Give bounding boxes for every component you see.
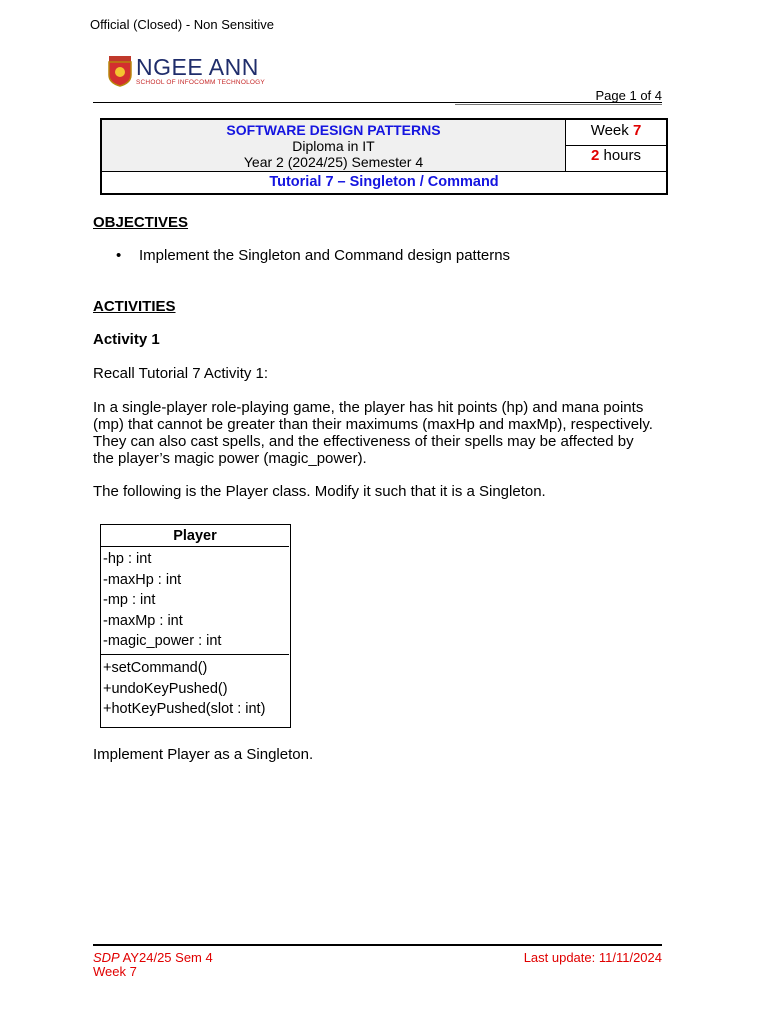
paragraph-line: In a single-player role-playing game, the player has hit points (hp) and mana points — [93, 399, 644, 416]
paragraph-line: the player’s magic power (magic_power). — [93, 450, 367, 467]
logo-subtitle: SCHOOL OF INFOCOMM TECHNOLOGY — [136, 79, 265, 86]
page-number: Page 1 of 4 — [595, 88, 662, 103]
uml-method: +setCommand() — [103, 660, 208, 676]
uml-attributes — [103, 549, 221, 652]
header-divider — [93, 102, 662, 103]
footer-week: Week 7 — [93, 964, 137, 979]
uml-method: +undoKeyPushed() — [103, 680, 228, 697]
classification-label: Official (Closed) - Non Sensitive — [90, 17, 274, 32]
uml-separator — [101, 654, 289, 655]
logo-name: NGEE ANN — [136, 54, 259, 80]
uml-attribute: -maxHp : int — [103, 571, 182, 588]
recall-text: Recall Tutorial 7 Activity 1: — [93, 365, 269, 382]
logo-text — [136, 55, 265, 87]
diploma-name: Diploma in IT — [292, 138, 375, 154]
uml-attribute: -hp : int — [103, 551, 152, 567]
paragraph-line: They can also cast spells, and the effectiveness of their spells may be affected by — [93, 433, 634, 450]
week-label: Week — [590, 122, 629, 139]
hours-label: hours — [603, 147, 642, 164]
course-details-cell — [102, 120, 566, 172]
course-title: SOFTWARE DESIGN PATTERNS — [226, 122, 441, 138]
scenario-paragraph — [93, 399, 693, 467]
activity-title: Activity 1 — [93, 331, 160, 348]
instruction-text: The following is the Player class. Modify it such that it is a Singleton. — [93, 483, 546, 500]
footer-term: AY24/25 Sem 4 — [119, 950, 213, 965]
footer-course-code: SDP — [93, 950, 120, 965]
objectives-heading: OBJECTIVES — [93, 214, 189, 231]
hours-cell — [566, 146, 666, 172]
uml-class-diagram — [100, 524, 291, 728]
closing-instruction: Implement Player as a Singleton. — [93, 746, 314, 763]
paragraph-line: (mp) that cannot be greater than their maximums (maxHp and maxMp), respectively. — [93, 416, 653, 433]
week-cell — [566, 120, 666, 146]
bullet-icon: • — [116, 247, 122, 264]
uml-attribute: -maxMp : int — [103, 612, 183, 629]
header-divider-thin — [455, 104, 662, 105]
school-logo — [108, 54, 265, 89]
footer-last-update: Last update: 11/11/2024 — [523, 950, 662, 965]
footer-divider — [93, 944, 662, 946]
footer-course-info — [93, 951, 213, 979]
activities-heading: ACTIVITIES — [93, 298, 176, 315]
hours-number: 2 — [590, 147, 600, 164]
uml-attribute: -mp : int — [103, 592, 156, 609]
uml-methods — [103, 658, 265, 720]
crest-icon — [108, 55, 132, 87]
uml-method: +hotKeyPushed(slot : int) — [103, 701, 266, 718]
uml-attribute: -magic_power : int — [103, 633, 222, 650]
tutorial-title: Tutorial 7 – Singleton / Command — [269, 174, 499, 190]
week-number: 7 — [632, 122, 642, 139]
uml-class-name: Player — [101, 525, 289, 547]
year-semester: Year 2 (2024/25) Semester 4 — [243, 154, 424, 170]
course-info-table — [100, 118, 668, 195]
objective-item: Implement the Singleton and Command design patterns — [139, 247, 511, 264]
